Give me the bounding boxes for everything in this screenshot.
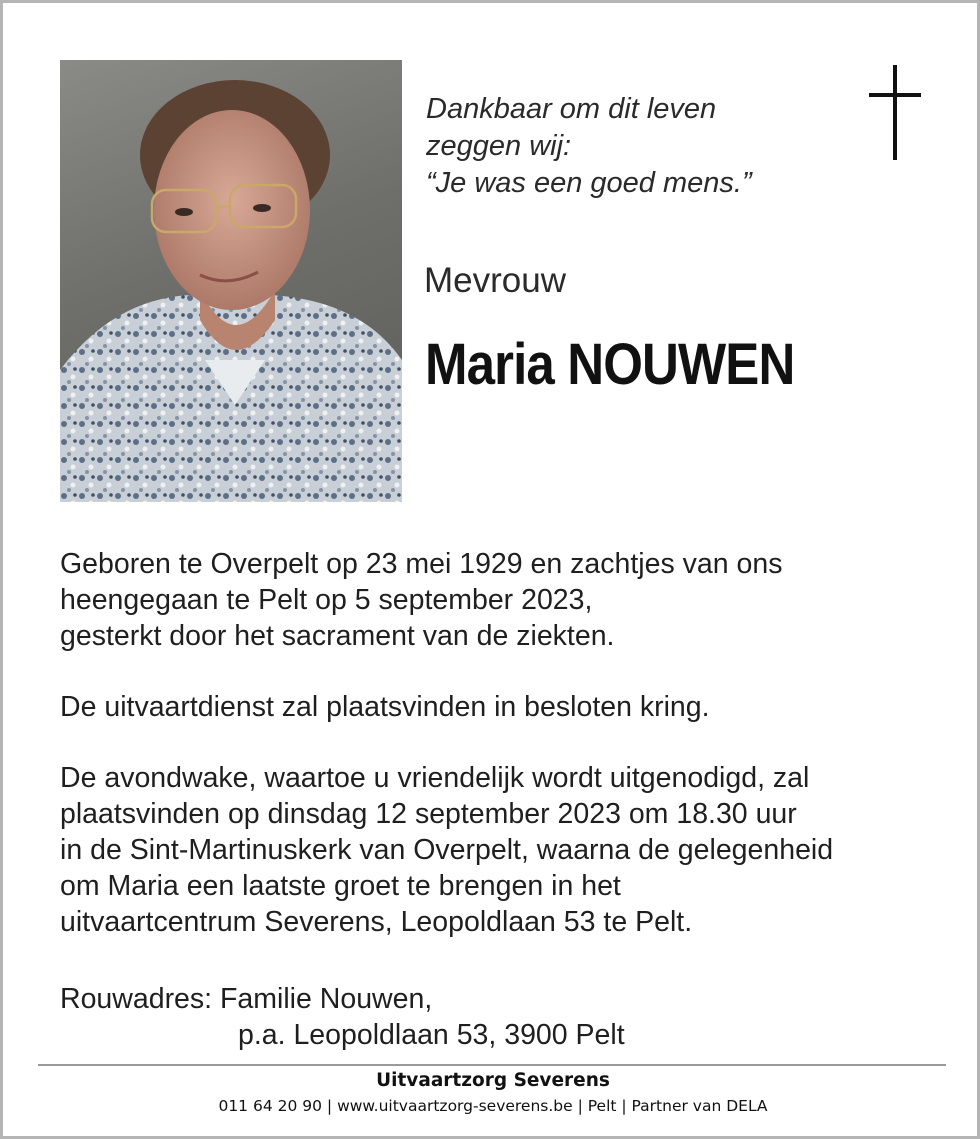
portrait-illustration bbox=[60, 60, 402, 502]
wake-line-4: om Maria een laatste groet te brengen in het bbox=[60, 870, 621, 902]
deceased-name: Maria NOUWEN bbox=[425, 332, 795, 397]
portrait-photo bbox=[60, 60, 402, 502]
birth-paragraph bbox=[60, 546, 940, 654]
deceased-title: Mevrouw bbox=[424, 261, 566, 300]
funeral-company-name: Uitvaartzorg Severens bbox=[376, 1070, 610, 1091]
birth-line-3: gesterkt door het sacrament van de ziekten. bbox=[60, 620, 615, 652]
address-line-1: Rouwadres: Familie Nouwen, bbox=[60, 983, 433, 1015]
wake-line-5: uitvaartcentrum Severens, Leopoldlaan 53 te Pelt. bbox=[60, 906, 693, 938]
footer-divider bbox=[38, 1064, 946, 1066]
mourning-address bbox=[60, 981, 940, 1053]
quote-line-3: “Je was een goed mens.” bbox=[426, 167, 752, 199]
address-line-2: p.a. Leopoldlaan 53, 3900 Pelt bbox=[238, 1019, 625, 1051]
wake-paragraph bbox=[60, 760, 940, 940]
birth-line-1: Geboren te Overpelt op 23 mei 1929 en zachtjes van ons bbox=[60, 548, 783, 580]
wake-line-1: De avondwake, waartoe u vriendelijk wordt uitgenodigd, zal bbox=[60, 762, 810, 794]
quote-line-2: zeggen wij: bbox=[426, 130, 572, 162]
wake-line-2: plaatsvinden op dinsdag 12 september 2023 om 18.30 uur bbox=[60, 798, 797, 830]
birth-line-2: heengegaan te Pelt op 5 september 2023, bbox=[60, 584, 593, 616]
service-paragraph: De uitvaartdienst zal plaatsvinden in besloten kring. bbox=[60, 691, 710, 723]
funeral-company-contact: 011 64 20 90 | www.uitvaartzorg-severens.be | Pelt | Partner van DELA bbox=[218, 1097, 768, 1115]
memorial-quote bbox=[426, 91, 752, 202]
wake-line-3: in de Sint-Martinuskerk van Overpelt, waarna de gelegenheid bbox=[60, 834, 834, 866]
quote-line-1: Dankbaar om dit leven bbox=[426, 93, 717, 125]
cross-icon bbox=[863, 63, 923, 163]
